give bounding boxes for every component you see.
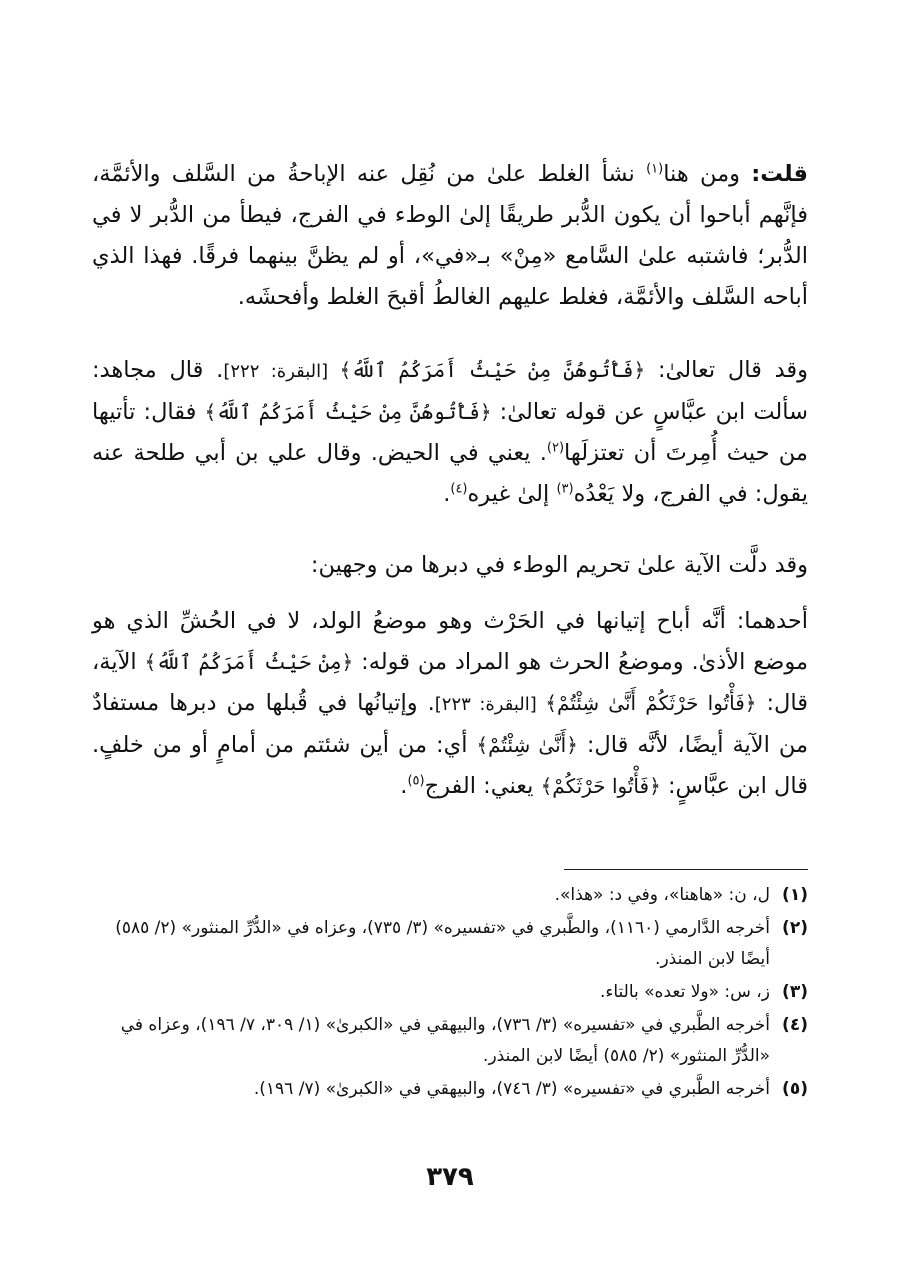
footnote-ref-5[interactable]: (٥)	[407, 773, 425, 789]
quran-verse: ﴿فَأْتُوهُنَّ مِنْ حَيْثُ أَمَرَكُمُ ٱللَّهُ﴾	[339, 358, 646, 382]
lead-word: قلت:	[751, 161, 808, 187]
footnote-ref-4[interactable]: (٤)	[450, 481, 468, 497]
footnote-2: (٢) أخرجه الدَّارمي (١١٦٠)، والطَّبري في «تفسيره» (٣/ ٧٣٥)، وعزاه في «الدُّرِّ المنثور» (٢/ ٥٨٥) أيضًا لابن المنذر.	[115, 918, 808, 969]
paragraph-2: وقد قال تعالىٰ: ﴿فَأْتُوهُنَّ مِنْ حَيْثُ أَمَرَكُمُ ٱللَّهُ﴾ [البقرة: ٢٢٢]. قال مجاهد: سألت ابن عبَّاسٍ عن قوله تعالىٰ: ﴿فَأْتُوهُنَّ مِنْ حَيْثُ أَمَرَكُمُ ٱللَّهُ﴾ فقال: تأتيها من حيث أُمِرتَ أن تعتزلَها$^{(٢)}$. يعني في الحيض. وقال علي بن أبي طلحة عنه يقول: في الفرج، ولا يَعْدُه$^{(٣)}$ إلىٰ غيره$^{(٤)}$.	[92, 357, 809, 507]
paragraph-3: وقد دلَّت الآية علىٰ تحريم الوطء في دبرها من وجهين:	[310, 552, 808, 578]
paragraph-1: قلت: ومن هنا$^{(١)}$ نشأ الغلط علىٰ من نُقِل عنه الإباحةُ من السَّلف والأئمَّة، فإنَّهم أباحوا أن يكون الدُّبر طريقًا إلىٰ الوطء في الفرج، فيطأ من الدُّبر لا في الدُّبر؛ فاشتبه علىٰ السَّامع «مِنْ» بـ«في»، أو لم يظنَّ بينهما فرقًا. فهذا الذي أباحه السَّلف والأئمَّة، فغلط عليهم الغالطُ أقبحَ الغلط وأفحشَه.	[92, 161, 808, 310]
quran-verse: ﴿مِنْ حَيْثُ أَمَرَكُمُ ٱللَّهُ﴾	[144, 650, 354, 674]
quran-verse: ﴿أَنَّىٰ شِئْتُمْ﴾	[476, 733, 578, 757]
footnote-5: (٥) أخرجه الطَّبري في «تفسيره» (٣/ ٧٤٦)، والبيهقي في «الكبرىٰ» (٧/ ١٩٦).	[253, 1079, 808, 1099]
footnote-ref-2[interactable]: (٢)	[546, 440, 565, 456]
footnotes	[92, 880, 808, 1107]
quran-verse: ﴿فَأْتُوهُنَّ مِنْ حَيْثُ أَمَرَكُمُ ٱللَّهُ﴾	[204, 400, 492, 424]
footnote-4: (٤) أخرجه الطَّبري في «تفسيره» (٣/ ٧٣٦)، والبيهقي في «الكبرىٰ» (١/ ٣٠٩، ٧/ ١٩٦)، وعزاه في «الدُّرِّ المنثور» (٢/ ٥٨٥) أيضًا لابن المنذر.	[120, 1015, 808, 1066]
quran-verse: ﴿فَأْتُوا حَرْثَكُمْ﴾	[540, 774, 661, 798]
verse-reference: [البقرة: ٢٢٢]	[223, 361, 340, 382]
paragraph-4: أحدهما: أنَّه أباح إتيانها في الحَرْث وهو موضعُ الولد، لا في الحُشِّ الذي هو موضع الأذىٰ. وموضعُ الحرث هو المراد من قوله: ﴿مِنْ حَيْثُ أَمَرَكُمُ ٱللَّهُ﴾ الآية، قال: ﴿فَأْتُوا حَرْثَكُمْ أَنَّىٰ شِئْتُمْ﴾ [البقرة: ٢٢٣]. وإتيانُها في قُبلها من دبرها مستفادٌ من الآية أيضًا، لأنَّه قال: ﴿أَنَّىٰ شِئْتُمْ﴾ أي: من أين شئتم من أمامٍ أو من خلفٍ. قال ابن عبَّاسٍ: ﴿فَأْتُوا حَرْثَكُمْ﴾ يعني: الفرج$^{(٥)}$.	[92, 608, 808, 799]
verse-reference: [البقرة: ٢٢٣]	[434, 694, 546, 715]
footnote-divider	[564, 869, 808, 870]
footnote-ref-3[interactable]: (٣)	[556, 481, 574, 497]
footnote-3: (٣) ز، س: «ولا تعده» بالتاء.	[599, 982, 808, 1002]
footnote-ref-1[interactable]: (١)	[646, 161, 664, 177]
footnote-1: (١) ل، ن: «هاهنا»، وفي د: «هذا».	[554, 885, 808, 905]
page-number: ٣٧٩	[426, 1162, 474, 1192]
quran-verse: ﴿فَأْتُوا حَرْثَكُمْ أَنَّىٰ شِئْتُمْ﴾	[545, 691, 757, 715]
